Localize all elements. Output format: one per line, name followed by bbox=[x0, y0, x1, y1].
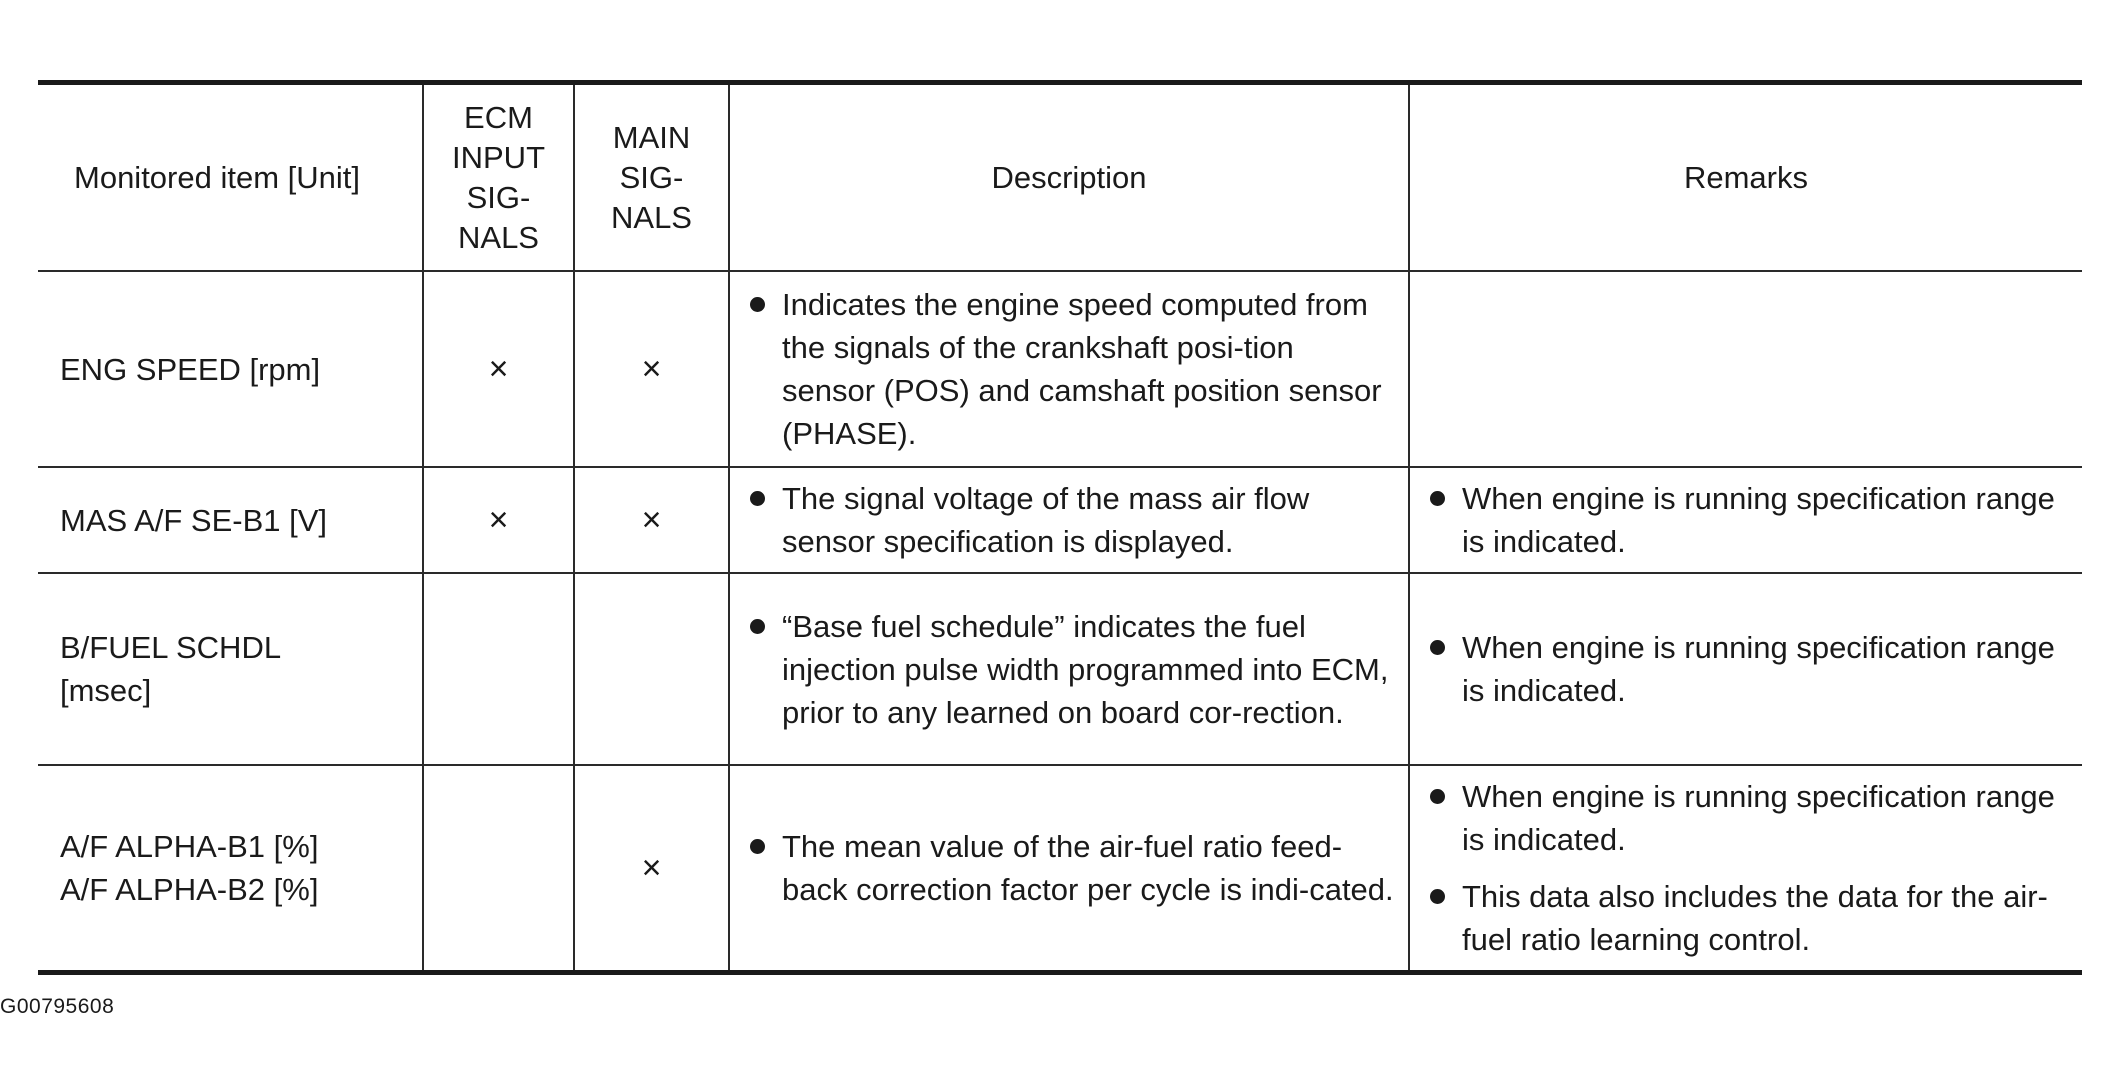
description-bullet bbox=[730, 283, 1408, 455]
remarks-cell bbox=[1409, 765, 2082, 973]
monitored-item-name: MAS A/F SE-B1 [V] bbox=[60, 502, 328, 538]
table-row bbox=[38, 271, 2082, 467]
table-row bbox=[38, 467, 2082, 573]
monitored-item-unit: [msec] bbox=[60, 673, 152, 708]
description-cell bbox=[729, 765, 1409, 973]
description-bullet bbox=[730, 825, 1408, 911]
ecm-input-mark bbox=[423, 765, 574, 973]
description-cell bbox=[729, 271, 1409, 467]
remarks-bullet bbox=[1410, 626, 2082, 712]
description-text: The signal voltage of the mass air flow sensor specification is displayed. bbox=[782, 481, 1310, 559]
main-signal-mark: × bbox=[574, 765, 729, 973]
figure-code: G00795608 bbox=[0, 995, 115, 1018]
description-cell bbox=[729, 573, 1409, 765]
main-signal-mark: × bbox=[574, 467, 729, 573]
header-main-signals bbox=[574, 83, 729, 272]
description-bullet bbox=[730, 477, 1408, 563]
bullet-icon bbox=[1430, 889, 1445, 904]
header-ecm-line: NALS bbox=[458, 219, 539, 255]
header-main-line: NALS bbox=[611, 199, 692, 235]
monitored-item-cell bbox=[38, 467, 423, 573]
table-row bbox=[38, 765, 2082, 973]
remarks-cell bbox=[1409, 271, 2082, 467]
header-main-line: MAIN bbox=[612, 119, 691, 155]
remarks-text: When engine is running specification range is indicated. bbox=[1462, 779, 2055, 857]
monitored-item-cell bbox=[38, 573, 423, 765]
header-ecm-line: SIG- bbox=[466, 179, 531, 215]
monitored-item-cell bbox=[38, 765, 423, 973]
ecm-input-mark bbox=[423, 573, 574, 765]
remarks-text: When engine is running specification range is indicated. bbox=[1462, 630, 2055, 708]
monitored-items-table bbox=[38, 80, 2082, 975]
bullet-icon bbox=[750, 491, 765, 506]
bullet-icon bbox=[750, 297, 765, 312]
header-description: Description bbox=[729, 83, 1409, 272]
header-main-line: SIG- bbox=[619, 159, 684, 195]
description-bullet bbox=[730, 605, 1408, 734]
description-text: “Base fuel schedule” indicates the fuel injection pulse width programmed into ECM, prior to any learned on board cor-rection. bbox=[782, 608, 1389, 730]
ecm-input-mark: × bbox=[423, 271, 574, 467]
monitored-item-name: B/FUEL SCHDL bbox=[60, 630, 282, 665]
monitored-item-name: ENG SPEED [rpm] bbox=[60, 351, 321, 387]
monitored-item-name: A/F ALPHA-B1 [%] bbox=[60, 829, 319, 864]
main-signal-mark: × bbox=[574, 271, 729, 467]
remarks-cell bbox=[1409, 573, 2082, 765]
header-ecm-input-signals bbox=[423, 83, 574, 272]
remarks-bullet bbox=[1410, 875, 2082, 961]
header-remarks: Remarks bbox=[1409, 83, 2082, 272]
remarks-bullet bbox=[1410, 775, 2082, 861]
monitored-item-cell bbox=[38, 271, 423, 467]
bullet-icon bbox=[750, 839, 765, 854]
remarks-cell bbox=[1409, 467, 2082, 573]
description-cell bbox=[729, 467, 1409, 573]
remarks-text: This data also includes the data for the air-fuel ratio learning control. bbox=[1462, 879, 2048, 957]
bullet-icon bbox=[1430, 640, 1445, 655]
main-signal-mark bbox=[574, 573, 729, 765]
monitored-item-name: A/F ALPHA-B2 [%] bbox=[60, 872, 319, 907]
table-row bbox=[38, 573, 2082, 765]
header-ecm-line: ECM bbox=[464, 99, 533, 135]
header-monitored-item: Monitored item [Unit] bbox=[38, 83, 423, 272]
header-ecm-line: INPUT bbox=[452, 139, 545, 175]
ecm-input-mark: × bbox=[423, 467, 574, 573]
description-text: The mean value of the air-fuel ratio feed-back correction factor per cycle is indi-cated. bbox=[782, 829, 1394, 907]
bullet-icon bbox=[750, 619, 765, 634]
remarks-text: When engine is running specification range is indicated. bbox=[1462, 481, 2055, 559]
bullet-icon bbox=[1430, 789, 1445, 804]
table-header-row bbox=[38, 83, 2082, 272]
bullet-icon bbox=[1430, 491, 1445, 506]
remarks-bullet bbox=[1410, 477, 2082, 563]
description-text: Indicates the engine speed computed from the signals of the crankshaft posi-tion sensor (POS) and camshaft position sensor (PHASE). bbox=[782, 287, 1382, 451]
